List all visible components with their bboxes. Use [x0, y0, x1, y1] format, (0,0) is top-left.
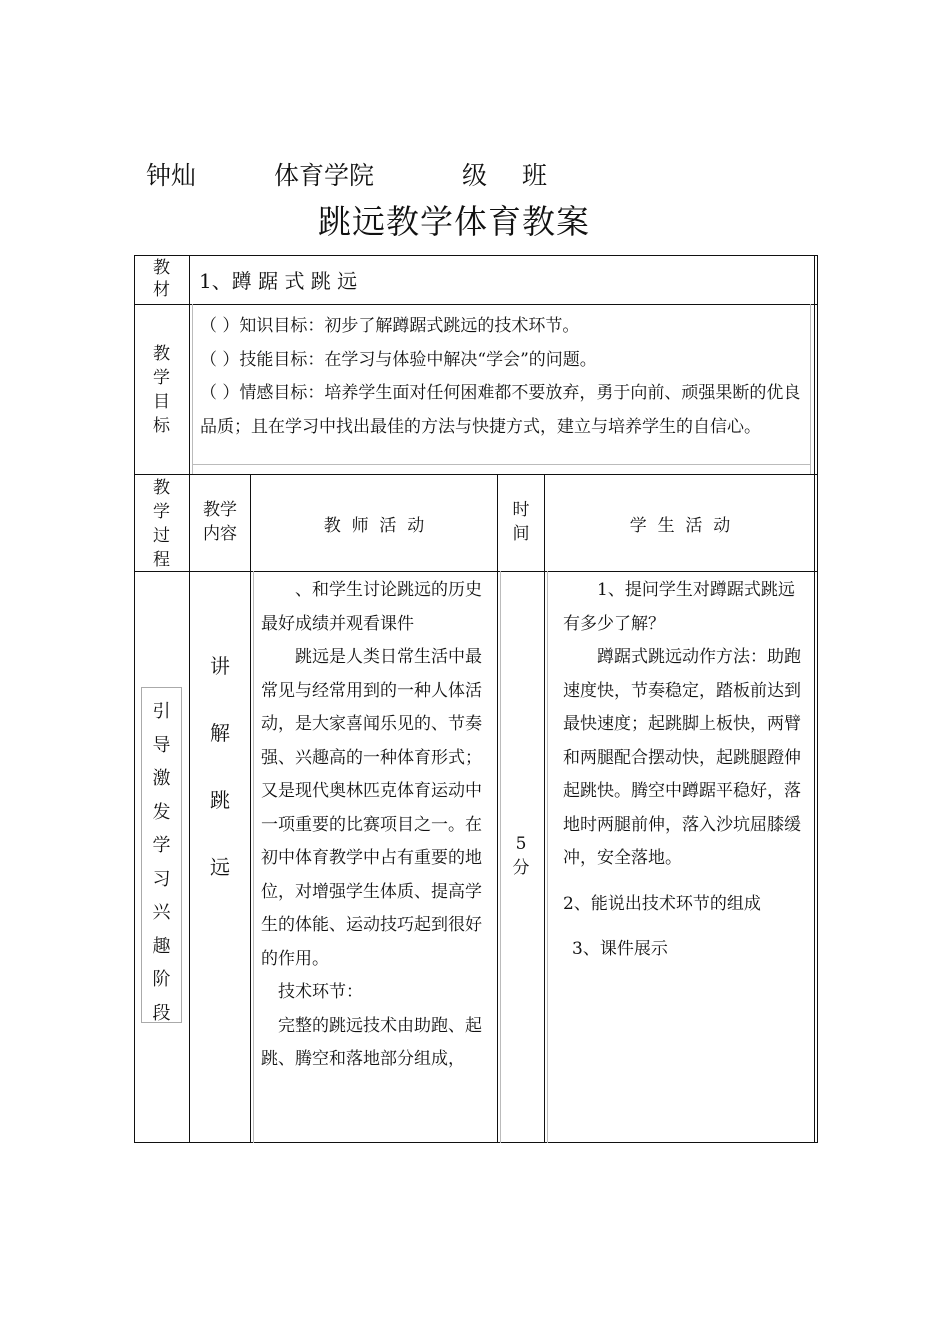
table-border-bottom	[134, 1142, 817, 1143]
teacher-activity	[261, 574, 491, 1077]
row-divider	[134, 474, 817, 475]
goals-list	[200, 310, 810, 444]
inner-frame-line	[547, 571, 548, 1143]
teacher-paragraph: 跳远是人类日常生活中最常见与经常用到的一种人体活动，是大家喜闻乐见的、节奏强、兴趣高的一种体育形式；又是现代奥林匹克体育运动中一项重要的比赛项目之一。在初中体育教学中占有重要的地位，对增强学生体质、提高学生的体能、运动技巧起到很好的作用。	[261, 647, 482, 969]
time-header: 时 间	[512, 500, 530, 544]
teacher-activity-header: 教 师 活 动	[323, 516, 425, 536]
process-label: 教 学 过 程	[153, 478, 170, 570]
column-divider	[497, 474, 498, 1143]
inner-frame-line	[192, 464, 811, 465]
goals-label: 教 学 目 标	[153, 344, 170, 436]
material-label: 教 材	[153, 258, 170, 300]
content-value: 讲 解 跳 远	[210, 654, 230, 879]
student-activity	[563, 574, 809, 967]
table-border-right	[814, 255, 815, 1143]
teacher-paragraph: 技术环节：	[278, 982, 363, 1002]
table-border-top	[134, 255, 817, 256]
grade-label: 级	[462, 161, 488, 190]
row-divider	[134, 571, 817, 572]
column-divider	[250, 474, 251, 1143]
content-header: 教学 内容	[203, 500, 237, 544]
class-label: 班	[522, 161, 548, 190]
inner-frame-line	[253, 571, 254, 1143]
material-value: 1、蹲 踞 式 跳 远	[199, 269, 358, 293]
teacher-paragraph: 、和学生讨论跳远的历史最好成绩并观看课件	[261, 580, 482, 634]
student-paragraph: 蹲踞式跳远动作方法：助跑速度快，节奏稳定，踏板前达到最快速度；起跳脚上板快，两臂和两腿配合摆动快，起跳腿蹬伸起跳快。腾空中蹲踞平稳好，落地时两腿前伸，落入沙坑屈膝缓冲，安全落地。	[563, 647, 801, 868]
school-name: 体育学院	[274, 161, 375, 190]
column-divider	[544, 474, 545, 1143]
inner-frame-line	[810, 304, 811, 474]
student-paragraph: 2、能说出技术环节的组成	[563, 893, 761, 914]
table-border-right-double	[817, 255, 818, 1143]
inner-frame-line	[192, 304, 193, 474]
lesson-plan-table	[134, 255, 817, 1143]
goal-skill: （ ）技能目标：在学习与体验中解决“学会”的问题。	[200, 349, 597, 370]
stage-label: 引 导 激 发 学 习 兴 趣 阶 段	[152, 701, 171, 1024]
teacher-paragraph: 完整的跳远技术由助跑、起跳、腾空和落地部分组成，	[261, 1015, 482, 1069]
student-paragraph: 1、提问学生对蹲踞式跳远有多少了解？	[563, 580, 795, 634]
page-title: 跳远教学体育教案	[318, 202, 590, 241]
student-paragraph: 3、课件展示	[572, 939, 668, 959]
teacher-name: 钟灿	[146, 161, 197, 190]
goal-emotion: （ ）情感目标：培养学生面对任何困难都不要放弃，勇于向前、顽强果断的优良品质；且在学习中找出最佳的方法与快捷方式，建立与培养学生的自信心。	[200, 383, 801, 437]
goal-knowledge: （ ）知识目标：初步了解蹲踞式跳远的技术环节。	[200, 316, 580, 336]
row-divider	[134, 304, 817, 305]
student-activity-header: 学 生 活 动	[629, 516, 731, 536]
time-value: 5 分	[512, 834, 530, 878]
